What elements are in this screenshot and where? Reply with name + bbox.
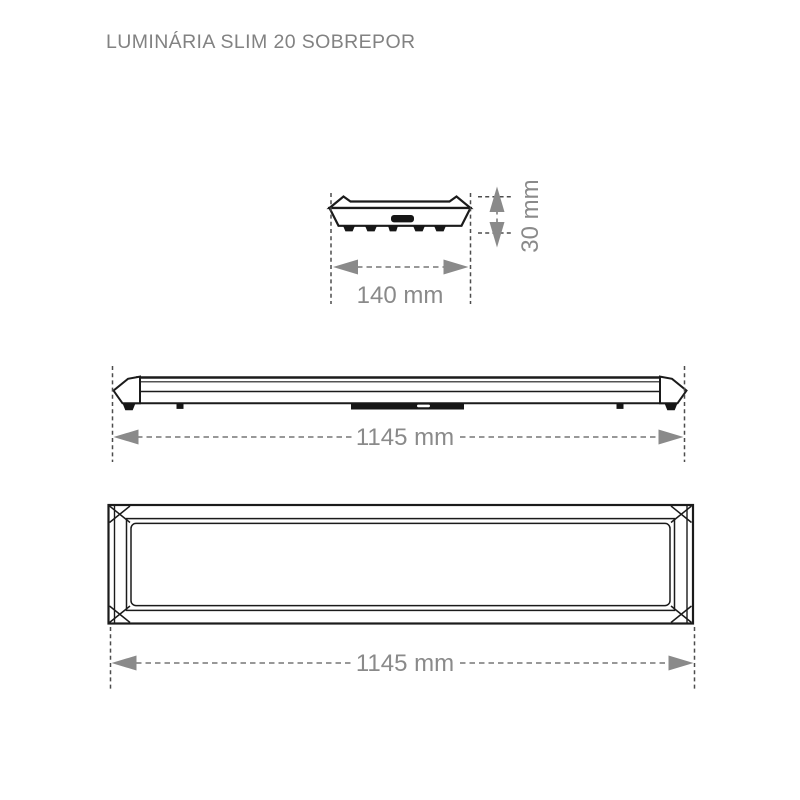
side-view-center-notch [417, 405, 430, 408]
end-view-height-dimension [478, 179, 544, 252]
dim-label-side-length: 1145 mm [355, 424, 455, 451]
plan-view [109, 505, 694, 624]
side-view [114, 377, 687, 411]
end-view-foot [413, 226, 425, 232]
dim-label-width: 140 mm [356, 282, 444, 309]
side-view-foot [123, 403, 136, 410]
plan-view-length-dimension [111, 627, 695, 690]
side-view-center-bar [351, 403, 464, 409]
side-view-left-cap [114, 377, 141, 404]
dimension-arrow-right [659, 430, 684, 445]
side-view-clip [177, 403, 184, 409]
end-view-foot [343, 226, 355, 232]
side-view-length-dimension [113, 366, 685, 462]
end-view-foot [388, 226, 398, 232]
dimension-arrow-right [444, 260, 469, 275]
dim-label-plan-length: 1145 mm [355, 650, 455, 677]
dimension-arrow-up [490, 187, 505, 213]
dimension-arrow-right [669, 656, 694, 671]
dimension-arrow-left [333, 260, 358, 275]
side-view-right-cap [660, 377, 687, 404]
side-view-foot [665, 403, 678, 410]
dimension-arrow-left [114, 430, 139, 445]
page-title: LUMINÁRIA SLIM 20 SOBREPOR [106, 31, 416, 53]
end-view-foot [434, 226, 446, 232]
end-view-lid [330, 197, 471, 209]
end-view-foot [365, 226, 377, 232]
dimension-arrow-down [490, 222, 505, 248]
dim-label-height: 30 mm [517, 179, 544, 253]
end-view-connector [391, 215, 414, 222]
side-view-clip [617, 403, 624, 409]
dimension-arrow-left [112, 656, 137, 671]
end-view [330, 197, 471, 232]
